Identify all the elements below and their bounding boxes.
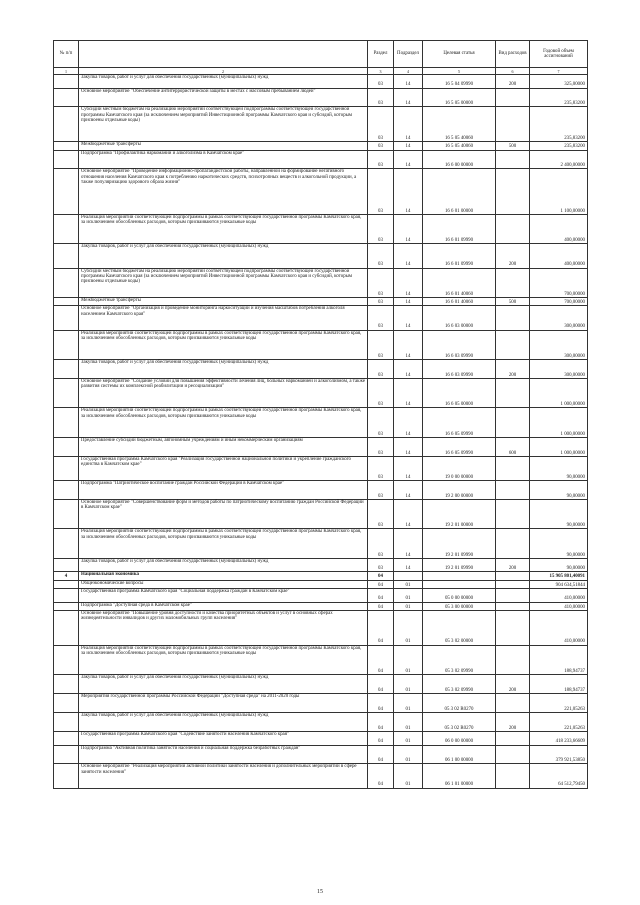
row-number xyxy=(54,214,79,244)
row-number xyxy=(54,360,79,379)
table-row xyxy=(54,645,588,675)
row-vid xyxy=(496,107,530,142)
row-razdel: 03 xyxy=(368,214,394,244)
row-podrazdel: 14 xyxy=(394,306,423,330)
header-celevaya: Целевая статья xyxy=(423,41,496,68)
row-vid: 200 xyxy=(496,244,530,268)
row-podrazdel: 14 xyxy=(394,244,423,268)
row-sum: 235,83200 xyxy=(530,107,588,142)
row-name: Закупка товаров, работ и услуг для обеспечения государственных (муниципальных) нужд xyxy=(79,244,368,268)
row-celevaya: 05 3 02 R0270 xyxy=(423,713,496,732)
row-vid xyxy=(496,268,530,298)
row-vid xyxy=(496,169,530,214)
row-name: Подпрограмма "Профилактика наркомании и алкоголизма в Камчатском крае" xyxy=(79,150,368,169)
budget-table xyxy=(53,40,588,789)
row-sum: 410,00000 xyxy=(530,589,588,603)
row-number xyxy=(54,602,79,610)
row-name: Субсидии местным бюджетам на реализацию мероприятий соответствующей подпрограммы соответствующей государственной программы Камчатского края (за исключением мероприятий Инвестиционной программы Камчатского края и субсидий, которым присвоены отдельные коды) xyxy=(79,107,368,142)
row-celevaya: 05 0 00 00000 xyxy=(423,589,496,603)
row-sum: 400,00000 xyxy=(530,214,588,244)
row-sum: 235,83200 xyxy=(530,142,588,150)
row-name: Основное мероприятие "Создание условий для повышения эффективности лечения лиц, больных наркоманией и алкоголизмом, а также развития системы их комплексной реабилитации и ресоциализации" xyxy=(79,378,368,408)
row-name: Основное мероприятие "Совершенствование форм и методов работы по патриотическому воспитанию граждан Российской Федерации в Камчатском крае" xyxy=(79,499,368,529)
row-vid xyxy=(496,602,530,610)
row-razdel: 04 xyxy=(368,589,394,603)
row-celevaya: 16 6 05 00000 xyxy=(423,378,496,408)
row-number xyxy=(54,645,79,675)
row-sum: 15 905 801,40091 xyxy=(530,572,588,580)
table-row xyxy=(54,694,588,713)
row-name: Основное мероприятие "Проведение информационно-пропагандистской работы, направленной на формирование негативного отношения населения Камчатского края к потреблению наркотических средств, психотропных веществ и алкогольной продукции, а также популяризацию здорового образа жизни" xyxy=(79,169,368,214)
row-number xyxy=(54,764,79,788)
row-celevaya: 19 0 00 00000 xyxy=(423,456,496,480)
row-sum: 325,00000 xyxy=(530,75,588,89)
row-podrazdel: 14 xyxy=(394,529,423,559)
row-name: Национальная экономика xyxy=(79,572,368,580)
row-celevaya: 19 2 01 09990 xyxy=(423,529,496,559)
row-razdel: 03 xyxy=(368,298,394,306)
row-vid xyxy=(496,529,530,559)
row-podrazdel: 01 xyxy=(394,713,423,732)
row-sum: 904 634,51844 xyxy=(530,580,588,588)
row-podrazdel: 14 xyxy=(394,298,423,306)
table-row xyxy=(54,75,588,89)
row-name: Закупка товаров, работ и услуг для обеспечения государственных (муниципальных) нужд xyxy=(79,360,368,379)
row-razdel: 04 xyxy=(368,694,394,713)
row-number xyxy=(54,675,79,694)
row-vid xyxy=(496,499,530,529)
table-row xyxy=(54,214,588,244)
row-razdel: 04 xyxy=(368,713,394,732)
row-sum: 418 233,66609 xyxy=(530,731,588,745)
row-number xyxy=(54,529,79,559)
row-sum: 90,00000 xyxy=(530,499,588,529)
row-vid xyxy=(496,610,530,645)
row-sum: 1 000,00000 xyxy=(530,378,588,408)
row-sum: 90,00000 xyxy=(530,481,588,500)
table-row xyxy=(54,88,588,107)
row-celevaya: 16 6 03 00000 xyxy=(423,306,496,330)
row-number xyxy=(54,408,79,438)
row-podrazdel: 14 xyxy=(394,268,423,298)
row-sum: 90,00000 xyxy=(530,558,588,572)
row-podrazdel: 14 xyxy=(394,378,423,408)
row-vid xyxy=(496,580,530,588)
row-vid xyxy=(496,456,530,480)
row-number xyxy=(54,88,79,107)
row-celevaya: 16 5 04 09990 xyxy=(423,75,496,89)
row-sum: 235,83200 xyxy=(530,88,588,107)
row-razdel: 03 xyxy=(368,88,394,107)
row-number xyxy=(54,580,79,588)
row-razdel: 03 xyxy=(368,142,394,150)
table-row xyxy=(54,437,588,456)
row-razdel: 03 xyxy=(368,169,394,214)
row-podrazdel: 01 xyxy=(394,675,423,694)
row-number xyxy=(54,694,79,713)
row-sum: 410,00000 xyxy=(530,602,588,610)
row-sum: 1 100,00000 xyxy=(530,169,588,214)
row-podrazdel: 01 xyxy=(394,731,423,745)
row-name: Реализация мероприятий соответствующей подпрограммы в рамках соответствующей государственной программы Камчатского края, за исключением обособленных расходов, которым присваиваются уникальные коды xyxy=(79,330,368,360)
row-number xyxy=(54,713,79,732)
table-row xyxy=(54,330,588,360)
row-razdel: 04 xyxy=(368,572,394,580)
row-sum: 1 000,00000 xyxy=(530,437,588,456)
row-razdel: 04 xyxy=(368,580,394,588)
row-number xyxy=(54,150,79,169)
row-celevaya: 05 3 02 00000 xyxy=(423,610,496,645)
row-number xyxy=(54,107,79,142)
header-podrazdel: Подраздел xyxy=(394,41,423,68)
column-index-row xyxy=(54,68,588,75)
row-podrazdel xyxy=(394,572,423,580)
row-vid: 200 xyxy=(496,75,530,89)
row-number xyxy=(54,330,79,360)
row-podrazdel: 14 xyxy=(394,169,423,214)
row-sum: 221,05263 xyxy=(530,713,588,732)
row-podrazdel: 14 xyxy=(394,150,423,169)
row-razdel: 03 xyxy=(368,107,394,142)
row-vid: 200 xyxy=(496,675,530,694)
row-name: Реализация мероприятий соответствующей подпрограммы в рамках соответствующей государственной программы Камчатского края, за исключением обособленных расходов, которым присваиваются уникальные коды xyxy=(79,408,368,438)
row-razdel: 04 xyxy=(368,645,394,675)
row-sum: 90,00000 xyxy=(530,456,588,480)
row-celevaya: 16 5 05 40060 xyxy=(423,142,496,150)
row-celevaya xyxy=(423,580,496,588)
row-number xyxy=(54,169,79,214)
row-sum: 64 512,79450 xyxy=(530,764,588,788)
row-celevaya: 06 1 01 00000 xyxy=(423,764,496,788)
row-razdel: 04 xyxy=(368,745,394,764)
row-celevaya: 16 6 03 09990 xyxy=(423,330,496,360)
row-celevaya: 16 5 05 00000 xyxy=(423,88,496,107)
table-row xyxy=(54,142,588,150)
row-razdel: 03 xyxy=(368,330,394,360)
row-vid xyxy=(496,694,530,713)
row-razdel: 04 xyxy=(368,764,394,788)
row-podrazdel: 01 xyxy=(394,745,423,764)
row-podrazdel: 14 xyxy=(394,142,423,150)
row-sum: 188,94737 xyxy=(530,645,588,675)
row-name: Закупка товаров, работ и услуг для обеспечения государственных (муниципальных) нужд xyxy=(79,558,368,572)
row-sum: 400,00000 xyxy=(530,244,588,268)
row-number xyxy=(54,731,79,745)
row-podrazdel: 14 xyxy=(394,214,423,244)
row-vid: 200 xyxy=(496,558,530,572)
row-podrazdel: 01 xyxy=(394,589,423,603)
table-row xyxy=(54,529,588,559)
row-name: Мероприятия государственной программы Российской Федерации "Доступная среда" на 2011-2020 годы xyxy=(79,694,368,713)
row-sum: 300,00000 xyxy=(530,330,588,360)
row-number xyxy=(54,75,79,89)
row-vid xyxy=(496,572,530,580)
row-name: Государственная программа Камчатского края "Реализация государственной национальной политики и укрепление гражданского единства в Камчатском крае" xyxy=(79,456,368,480)
row-name: Субсидии местным бюджетам на реализацию мероприятий соответствующей подпрограммы соответствующей государственной программы Камчатского края (за исключением мероприятий Инвестиционной программы Камчатского края и субсидий, которым присвоены отдельные коды) xyxy=(79,268,368,298)
row-razdel: 03 xyxy=(368,360,394,379)
table-row xyxy=(54,481,588,500)
row-podrazdel: 01 xyxy=(394,580,423,588)
table-header-row xyxy=(54,41,588,68)
table-row xyxy=(54,745,588,764)
row-podrazdel: 14 xyxy=(394,437,423,456)
row-name: Основное мероприятие "Повышение уровня доступности и качества приоритетных объектов и услуг в основных сферах жизнедеятельности инвалидов и других маломобильных групп населения" xyxy=(79,610,368,645)
row-number xyxy=(54,378,79,408)
row-celevaya: 19 2 01 09990 xyxy=(423,558,496,572)
table-row xyxy=(54,107,588,142)
table-row xyxy=(54,713,588,732)
row-number xyxy=(54,589,79,603)
row-vid xyxy=(496,764,530,788)
row-sum: 221,05263 xyxy=(530,694,588,713)
row-razdel: 03 xyxy=(368,558,394,572)
row-vid xyxy=(496,330,530,360)
row-sum: 379 921,53850 xyxy=(530,745,588,764)
row-number xyxy=(54,481,79,500)
row-name: Основное мероприятие "Обеспечение антитеррористической защиты в местах с массовым пребыванием людей" xyxy=(79,88,368,107)
row-number xyxy=(54,456,79,480)
row-vid: 500 xyxy=(496,142,530,150)
row-podrazdel: 01 xyxy=(394,610,423,645)
table-row xyxy=(54,456,588,480)
row-razdel: 03 xyxy=(368,268,394,298)
row-celevaya: 06 0 00 00000 xyxy=(423,731,496,745)
row-name: Предоставление субсидий бюджетным, автономным учреждениям и иным некоммерческим организациям xyxy=(79,437,368,456)
row-razdel: 03 xyxy=(368,75,394,89)
table-row xyxy=(54,610,588,645)
row-vid: 600 xyxy=(496,437,530,456)
row-podrazdel: 14 xyxy=(394,558,423,572)
row-name: Подпрограмма "Активная политика занятости населения и социальная поддержка безработных граждан" xyxy=(79,745,368,764)
row-celevaya: 16 6 05 09990 xyxy=(423,437,496,456)
row-name: Реализация мероприятий соответствующей подпрограммы в рамках соответствующей государственной программы Камчатского края, за исключением обособленных расходов, которым присваиваются уникальные коды xyxy=(79,529,368,559)
row-number xyxy=(54,437,79,456)
row-vid xyxy=(496,731,530,745)
row-razdel: 03 xyxy=(368,150,394,169)
row-number xyxy=(54,306,79,330)
row-celevaya: 05 3 02 R0270 xyxy=(423,694,496,713)
row-podrazdel: 01 xyxy=(394,694,423,713)
row-vid: 500 xyxy=(496,298,530,306)
table-row xyxy=(54,764,588,788)
index-cell: 1 xyxy=(54,68,79,75)
budget-table-sheet xyxy=(53,40,587,789)
table-row xyxy=(54,499,588,529)
table-row xyxy=(54,298,588,306)
row-celevaya: 16 6 01 09990 xyxy=(423,244,496,268)
row-name: Подпрограмма "Патриотическое воспитание граждан Российской Федерации в Камчатском крае" xyxy=(79,481,368,500)
table-row xyxy=(54,268,588,298)
row-celevaya xyxy=(423,572,496,580)
row-celevaya: 16 6 01 40060 xyxy=(423,268,496,298)
row-vid xyxy=(496,645,530,675)
row-sum: 188,94737 xyxy=(530,675,588,694)
row-sum: 700,00000 xyxy=(530,268,588,298)
row-vid xyxy=(496,481,530,500)
header-num: № п/п xyxy=(54,41,79,68)
row-podrazdel: 14 xyxy=(394,408,423,438)
table-row xyxy=(54,580,588,588)
index-cell: 3 xyxy=(368,68,394,75)
row-razdel: 03 xyxy=(368,529,394,559)
row-celevaya: 19 2 01 00000 xyxy=(423,499,496,529)
row-celevaya: 16 5 05 40060 xyxy=(423,107,496,142)
row-podrazdel: 01 xyxy=(394,645,423,675)
table-row xyxy=(54,572,588,580)
row-number xyxy=(54,745,79,764)
row-podrazdel: 14 xyxy=(394,456,423,480)
row-razdel: 03 xyxy=(368,456,394,480)
index-cell: 6 xyxy=(496,68,530,75)
row-razdel: 03 xyxy=(368,499,394,529)
row-razdel: 04 xyxy=(368,731,394,745)
index-cell: 7 xyxy=(530,68,588,75)
row-number xyxy=(54,298,79,306)
row-celevaya: 05 3 02 09990 xyxy=(423,645,496,675)
row-name: Закупка товаров, работ и услуг для обеспечения государственных (муниципальных) нужд xyxy=(79,75,368,89)
row-name: Государственная программа Камчатского края "Социальная поддержка граждан в Камчатском крае" xyxy=(79,589,368,603)
row-name: Реализация мероприятий соответствующей подпрограммы в рамках соответствующей государственной программы Камчатского края, за исключением обособленных расходов, которым присваиваются уникальные коды xyxy=(79,214,368,244)
row-vid: 200 xyxy=(496,713,530,732)
row-sum: 2 400,00000 xyxy=(530,150,588,169)
row-celevaya: 06 1 00 00000 xyxy=(423,745,496,764)
table-row xyxy=(54,378,588,408)
table-row xyxy=(54,360,588,379)
row-razdel: 03 xyxy=(368,306,394,330)
row-name: Подпрограмма "Доступная среда в Камчатском крае" xyxy=(79,602,368,610)
table-row xyxy=(54,675,588,694)
row-sum: 90,00000 xyxy=(530,529,588,559)
index-cell: 5 xyxy=(423,68,496,75)
table-row xyxy=(54,589,588,603)
row-number xyxy=(54,268,79,298)
row-number xyxy=(54,244,79,268)
row-name: Общеэкономические вопросы xyxy=(79,580,368,588)
row-sum: 300,00000 xyxy=(530,360,588,379)
row-name: Межбюджетные трансферты xyxy=(79,298,368,306)
row-number: 4 xyxy=(54,572,79,580)
row-sum: 300,00000 xyxy=(530,306,588,330)
row-celevaya: 05 3 00 00000 xyxy=(423,602,496,610)
table-row xyxy=(54,169,588,214)
row-number xyxy=(54,558,79,572)
row-razdel: 03 xyxy=(368,481,394,500)
row-podrazdel: 01 xyxy=(394,764,423,788)
row-vid: 200 xyxy=(496,360,530,379)
row-vid xyxy=(496,306,530,330)
row-number xyxy=(54,499,79,529)
row-name: Государственная программа Камчатского края "Содействие занятости населения Камчатского края" xyxy=(79,731,368,745)
page-number: 15 xyxy=(317,889,323,895)
row-razdel: 03 xyxy=(368,408,394,438)
table-row xyxy=(54,306,588,330)
row-name: Основное мероприятие "Реализация мероприятий активной политики занятости населения и дополнительных мероприятий в сфере занятости населения" xyxy=(79,764,368,788)
row-name: Основное мероприятие "Организация и проведение мониторинга наркоситуации и изучения масштабов потребления алкоголя населением Камчатского края" xyxy=(79,306,368,330)
table-row xyxy=(54,408,588,438)
header-sum: Годовой объем ассигнований xyxy=(530,41,588,68)
row-podrazdel: 14 xyxy=(394,360,423,379)
row-celevaya: 05 3 02 09990 xyxy=(423,675,496,694)
row-razdel: 04 xyxy=(368,610,394,645)
row-podrazdel: 14 xyxy=(394,330,423,360)
row-name: Реализация мероприятий соответствующей подпрограммы в рамках соответствующей государственной программы Камчатского края, за исключением обособленных расходов, которым присваиваются уникальные коды xyxy=(79,645,368,675)
row-celevaya: 19 2 00 00000 xyxy=(423,481,496,500)
row-name: Межбюджетные трансферты xyxy=(79,142,368,150)
row-podrazdel: 14 xyxy=(394,107,423,142)
row-podrazdel: 14 xyxy=(394,88,423,107)
row-razdel: 03 xyxy=(368,378,394,408)
row-podrazdel: 14 xyxy=(394,481,423,500)
row-razdel: 04 xyxy=(368,675,394,694)
table-row xyxy=(54,602,588,610)
table-row xyxy=(54,244,588,268)
row-vid xyxy=(496,378,530,408)
row-celevaya: 16 6 05 09990 xyxy=(423,408,496,438)
row-celevaya: 16 6 01 40060 xyxy=(423,298,496,306)
row-number xyxy=(54,610,79,645)
row-podrazdel: 01 xyxy=(394,602,423,610)
row-name: Закупка товаров, работ и услуг для обеспечения государственных (муниципальных) нужд xyxy=(79,675,368,694)
index-cell: 4 xyxy=(394,68,423,75)
row-sum: 1 000,00000 xyxy=(530,408,588,438)
row-celevaya: 16 6 01 00000 xyxy=(423,169,496,214)
row-razdel: 04 xyxy=(368,602,394,610)
row-podrazdel: 14 xyxy=(394,75,423,89)
row-vid xyxy=(496,214,530,244)
row-celevaya: 16 6 03 09990 xyxy=(423,360,496,379)
table-row xyxy=(54,731,588,745)
row-vid xyxy=(496,589,530,603)
row-sum: 700,00000 xyxy=(530,298,588,306)
row-name: Закупка товаров, работ и услуг для обеспечения государственных (муниципальных) нужд xyxy=(79,713,368,732)
row-vid xyxy=(496,88,530,107)
row-vid xyxy=(496,745,530,764)
row-razdel: 03 xyxy=(368,437,394,456)
index-cell: 2 xyxy=(79,68,368,75)
header-name xyxy=(79,41,368,68)
row-celevaya: 16 6 01 09990 xyxy=(423,214,496,244)
header-vid: Вид расходов xyxy=(496,41,530,68)
row-celevaya: 16 6 00 00000 xyxy=(423,150,496,169)
row-vid xyxy=(496,408,530,438)
header-razdel: Раздел xyxy=(368,41,394,68)
row-number xyxy=(54,142,79,150)
row-razdel: 03 xyxy=(368,244,394,268)
row-sum: 410,00000 xyxy=(530,610,588,645)
table-row xyxy=(54,558,588,572)
row-vid xyxy=(496,150,530,169)
row-podrazdel: 14 xyxy=(394,499,423,529)
table-row xyxy=(54,150,588,169)
